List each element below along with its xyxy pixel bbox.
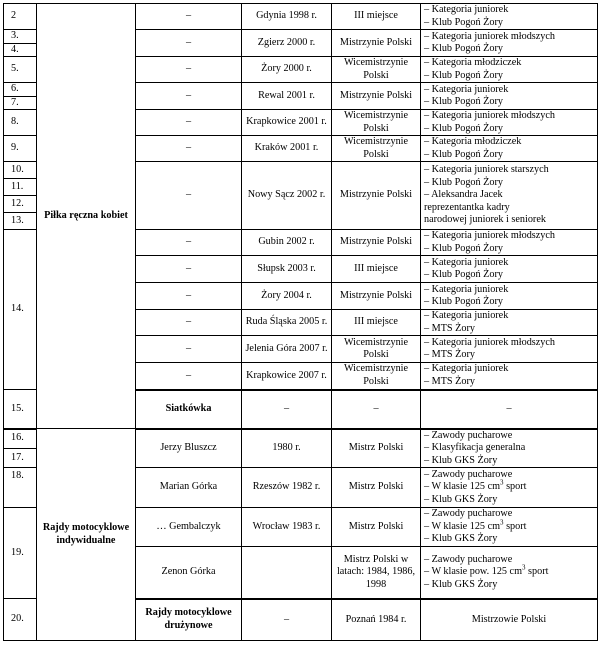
row-number: 11. bbox=[4, 179, 37, 196]
row-number: 5. bbox=[4, 57, 37, 83]
notes-cell: – Zawody pucharowe – W klasie 125 $cm^3$ sport – Klub GKS Żory bbox=[421, 468, 598, 508]
place-cell: Żory 2004 r. bbox=[242, 283, 332, 310]
result-cell: III miejsce bbox=[332, 4, 421, 30]
table-row bbox=[4, 4, 598, 30]
place-cell: Rzeszów 1982 r. bbox=[242, 468, 332, 508]
person-cell: – bbox=[136, 336, 242, 363]
sport-name: Rajdy motocyklowe drużynowe bbox=[136, 599, 242, 641]
person-cell: – bbox=[136, 30, 242, 57]
place-cell: Gdynia 1998 r. bbox=[242, 4, 332, 30]
place-cell: Kraków 2001 r. bbox=[242, 136, 332, 162]
person-cell: … Gembalczyk bbox=[136, 508, 242, 547]
result-cell: Mistrz Polski w latach: 1984, 1986, 1998 bbox=[332, 547, 421, 599]
person-cell: – bbox=[136, 4, 242, 30]
row-number: 3. bbox=[4, 30, 37, 44]
place-cell: Wrocław 1983 r. bbox=[242, 508, 332, 547]
person-cell: – bbox=[242, 599, 332, 641]
sport-name: Rajdy motocyklowe indywidualne bbox=[37, 429, 136, 641]
row-number: 13. bbox=[4, 213, 37, 230]
result-cell: III miejsce bbox=[332, 310, 421, 336]
notes-cell: – Kategoria juniorek młodszych – Klub Pogoń Żory bbox=[421, 110, 598, 136]
person-cell: Marian Górka bbox=[136, 468, 242, 508]
result-cell: Wicemistrzynie Polski bbox=[332, 57, 421, 83]
notes-cell: – Kategoria młodziczek – Klub Pogoń Żory bbox=[421, 57, 598, 83]
person-cell: – bbox=[136, 110, 242, 136]
row-number: 6. bbox=[4, 83, 37, 97]
notes-cell: – Kategoria juniorek starszych – Klub Pogoń Żory – Aleksandra Jacek reprezentantka kadry narodowej juniorek i seniorek bbox=[421, 162, 598, 230]
result-cell: Wicemistrzynie Polski bbox=[332, 336, 421, 363]
notes-cell: – Zawody pucharowe – Klasyfikacja generalna – Klub GKS Żory bbox=[421, 429, 598, 468]
notes-cell: – Kategoria juniorek – Klub Pogoń Żory bbox=[421, 4, 598, 30]
place-cell: Rewal 2001 r. bbox=[242, 83, 332, 110]
result-cell: Mistrzynie Polski bbox=[332, 230, 421, 256]
sport-name: Siatkówka bbox=[136, 390, 242, 429]
row-number: 20. bbox=[4, 599, 37, 641]
row-number: 7. bbox=[4, 96, 37, 110]
row-number: 14. bbox=[4, 230, 37, 390]
notes-cell: – Zawody pucharowe – W klasie 125 $cm^3$ sport – Klub GKS Żory bbox=[421, 508, 598, 547]
place-cell: Ruda Śląska 2005 r. bbox=[242, 310, 332, 336]
row-number: 2 bbox=[4, 4, 37, 30]
row-number: 17. bbox=[4, 448, 37, 468]
result-cell: Mistrzynie Polski bbox=[332, 162, 421, 230]
person-cell: – bbox=[136, 310, 242, 336]
result-cell: Mistrzynie Polski bbox=[332, 83, 421, 110]
notes-cell: – Kategoria juniorek – MTS Żory bbox=[421, 363, 598, 390]
result-cell: III miejsce bbox=[332, 256, 421, 283]
table-row bbox=[4, 429, 598, 449]
place-cell: Jelenia Góra 2007 r. bbox=[242, 336, 332, 363]
row-number: 4. bbox=[4, 43, 37, 57]
sports-achievements-table bbox=[3, 3, 598, 641]
person-cell: – bbox=[136, 256, 242, 283]
person-cell: – bbox=[136, 283, 242, 310]
notes-cell: – Zawody pucharowe – W klasie pow. 125 $cm^3$ sport – Klub GKS Żory bbox=[421, 547, 598, 599]
person-cell: – bbox=[136, 363, 242, 390]
notes-cell: – Kategoria juniorek młodszych – Klub Pogoń Żory bbox=[421, 230, 598, 256]
row-number: 9. bbox=[4, 136, 37, 162]
row-number: 15. bbox=[4, 390, 37, 429]
place-cell: Poznań 1984 r. bbox=[332, 599, 421, 641]
place-cell: Żory 2000 r. bbox=[242, 57, 332, 83]
row-number: 19. bbox=[4, 508, 37, 599]
result-cell: Wicemistrzynie Polski bbox=[332, 136, 421, 162]
result-cell: Mistrzynie Polski bbox=[332, 283, 421, 310]
place-cell: Zgierz 2000 r. bbox=[242, 30, 332, 57]
place-cell: Krapkowice 2001 r. bbox=[242, 110, 332, 136]
person-cell: – bbox=[136, 136, 242, 162]
person-cell: – bbox=[136, 83, 242, 110]
result-cell: – bbox=[421, 390, 598, 429]
notes-cell: – Kategoria juniorek młodszych – Klub Pogoń Żory bbox=[421, 30, 598, 57]
person-cell: – bbox=[136, 57, 242, 83]
place-cell: Gubin 2002 r. bbox=[242, 230, 332, 256]
place-cell: Nowy Sącz 2002 r. bbox=[242, 162, 332, 230]
result-cell: Wicemistrzynie Polski bbox=[332, 110, 421, 136]
notes-cell: – Kategoria juniorek – Klub Pogoń Żory bbox=[421, 256, 598, 283]
person-cell: Jerzy Bluszcz bbox=[136, 429, 242, 468]
place-cell: 1980 r. bbox=[242, 429, 332, 468]
result-cell: Mistrz Polski bbox=[332, 468, 421, 508]
person-cell: Zenon Górka bbox=[136, 547, 242, 599]
result-cell: Mistrzynie Polski bbox=[332, 30, 421, 57]
row-number: 8. bbox=[4, 110, 37, 136]
place-cell bbox=[242, 547, 332, 599]
row-number: 16. bbox=[4, 429, 37, 449]
sport-name: Piłka ręczna kobiet bbox=[37, 4, 136, 429]
result-cell: Mistrz Polski bbox=[332, 508, 421, 547]
notes-cell: – Kategoria juniorek – Klub Pogoń Żory bbox=[421, 83, 598, 110]
notes-cell: – Kategoria juniorek – MTS Żory bbox=[421, 310, 598, 336]
result-cell: Mistrzowie Polski bbox=[421, 599, 598, 641]
notes-cell: – Kategoria juniorek młodszych – MTS Żory bbox=[421, 336, 598, 363]
notes-cell: – Kategoria juniorek – Klub Pogoń Żory bbox=[421, 283, 598, 310]
place-cell: Krapkowice 2007 r. bbox=[242, 363, 332, 390]
row-number: 10. bbox=[4, 162, 37, 179]
row-number: 18. bbox=[4, 468, 37, 508]
place-cell: – bbox=[332, 390, 421, 429]
person-cell: – bbox=[242, 390, 332, 429]
person-cell: – bbox=[136, 230, 242, 256]
result-cell: Wicemistrzynie Polski bbox=[332, 363, 421, 390]
person-cell: – bbox=[136, 162, 242, 230]
row-number: 12. bbox=[4, 196, 37, 213]
notes-cell: – Kategoria młodziczek – Klub Pogoń Żory bbox=[421, 136, 598, 162]
place-cell: Słupsk 2003 r. bbox=[242, 256, 332, 283]
result-cell: Mistrz Polski bbox=[332, 429, 421, 468]
